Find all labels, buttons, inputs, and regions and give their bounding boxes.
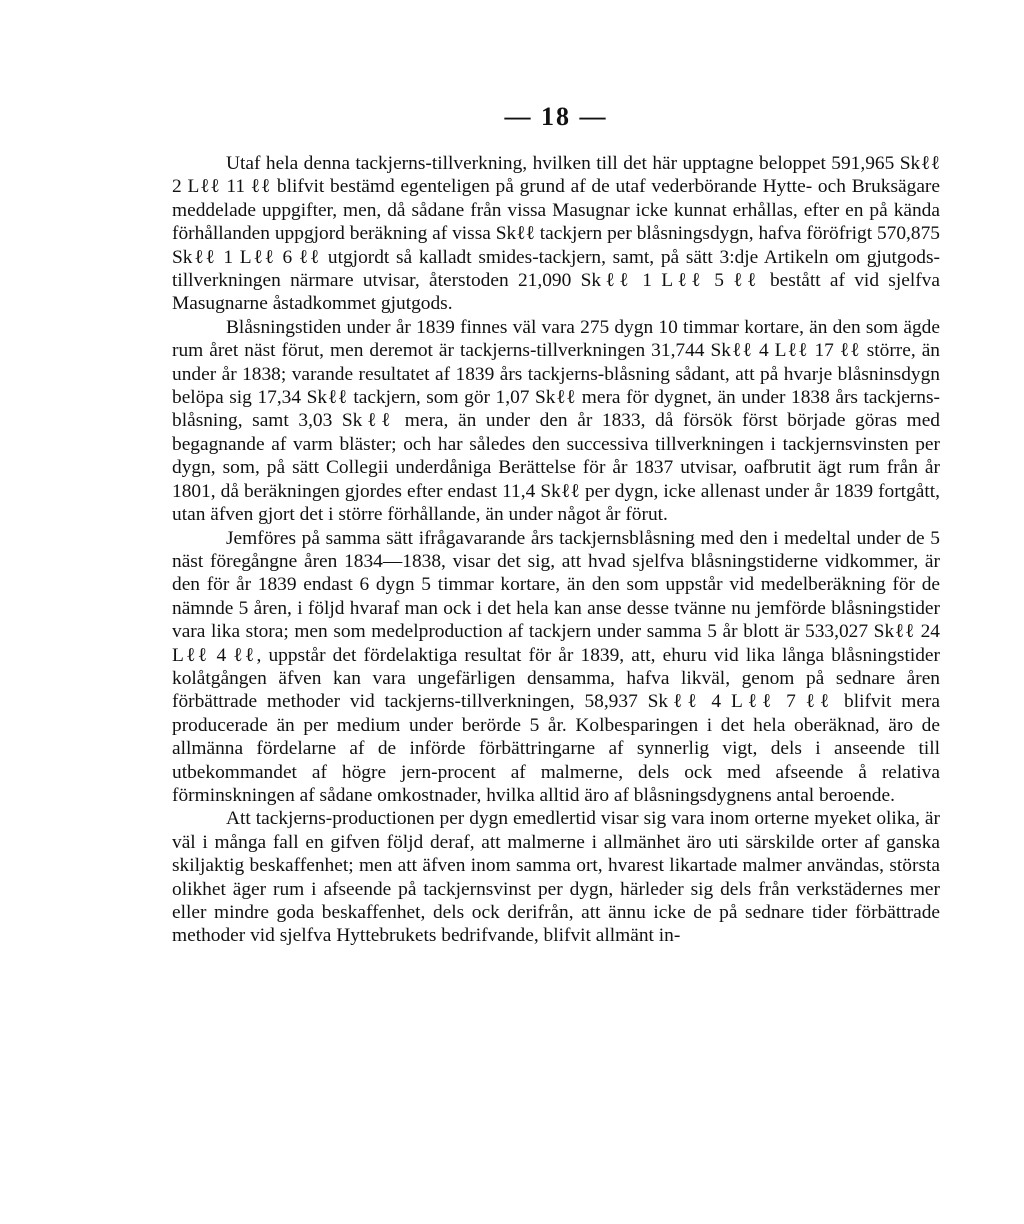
paragraph-4: Att tackjerns-productionen per dygn emedlertid visar sig vara inom orterne myeket olika, är väl i många fall en gifven följd deraf, att malmerne i allmänhet äro uti särskilde orter af ganska skiljaktig beskaffenhet; men att äfven inom samma ort, hvarest likartade malmer användas, största olikhet äger rum i afseende på tackjernsvinst per dygn, härleder sig dels från verkstädernes mer eller mindre goda beskaffenhet, dels ock derifrån, att ännu icke de på sednare tider förbättrade methoder vid sjelfva Hyttebrukets bedrifvande, blifvit allmänt in- <box>172 808 940 947</box>
paragraph-2: Blåsningstiden under år 1839 finnes väl vara 275 dygn 10 timmar kortare, än den som ägde rum året näst förut, men deremot är tackjerns-tillverkningen 31,744 Skℓℓ 4 Lℓℓ 17 ℓℓ större, än under år 1838; varande resultatet af 1839 års tackjerns-blåsning sådant, att på hvarje blåsninsdygn belöpa sig 17,34 Skℓℓ tackjern, som gör 1,07 Skℓℓ mera för dygnet, än under 1838 års tackjerns-blåsning, samt 3,03 Skℓℓ mera, än under den år 1833, då försök först började göras med begagnande af varm bläster; och har således den successiva tillverkningen i tackjernsvinsten per dygn, som, på sätt Collegii underdåniga Berättelse för år 1837 utvisar, oafbrutit ägt rum från år 1801, då beräkningen gjordes efter endast 11,4 Skℓℓ per dygn, icke allenast under år 1839 fortgått, utan äfven gjort det i större förhållande, än under något år förut. <box>172 316 940 526</box>
body-text <box>172 152 940 948</box>
paragraph-3: Jemföres på samma sätt ifrågavarande års tackjernsblåsning med den i medeltal under de 5 näst föregångne åren 1834—1838, visar det sig, att hvad sjelfva blåsningstiderne vidkommer, är den för år 1839 endast 6 dygn 5 timmar kortare, än den som uppstår vid medelberäkning för de nämnde 5 åren, i följd hvaraf man ock i det hela kan anse desse tvänne nu jemförde blåsningstider vara lika stora; men som medelproduction af tackjern under samma 5 år blott är 533,027 Skℓℓ 24 Lℓℓ 4 ℓℓ, uppstår det fördelaktiga resultat för år 1839, att, ehuru vid lika långa blåsningstider kolåtgången äfven kan vara ungefärligen densamma, hafva likväl, genom på sednare åren förbättrade methoder vid tackjerns-tillverkningen, 58,937 Skℓℓ 4 Lℓℓ 7 ℓℓ blifvit mera producerade än per medium under berörde 5 år. Kolbesparingen i det hela oberäknad, äro de allmänna fördelarne af de införde förbättringarne af synnerlig vigt, dels i anseende till utbekommandet af högre jern-procent af malmerne, dels ock med afseende å relativa förminskningen af sådane omkostnader, hvilka alltid äro af blåsningsdygnens antal beroende. <box>172 527 940 806</box>
paragraph-1: Utaf hela denna tackjerns-tillverkning, hvilken till det här upptagne beloppet 591,965 Skℓℓ 2 Lℓℓ 11 ℓℓ blifvit bestämd egenteligen på grund af de utaf vederbörande Hytte- och Bruksägare meddelade uppgifter, men, då sådane från vissa Masugnar icke kunnat erhållas, efter en på kända förhållanden uppgjord beräkning af vissa Skℓℓ tackjern per blåsningsdygn, hafva föröfrigt 570,875 Skℓℓ 1 Lℓℓ 6 ℓℓ utgjordt så kalladt smides-tackjern, samt, på sätt 3:dje Artikeln om gjutgods-tillverkningen närmare utvisar, återstoden 21,090 Skℓℓ 1 Lℓℓ 5 ℓℓ bestått af vid sjelfva Masugnarne åstadkommet gjutgods. <box>172 153 940 315</box>
document-page <box>172 102 940 948</box>
page-number-header: — 18 — <box>504 102 608 131</box>
